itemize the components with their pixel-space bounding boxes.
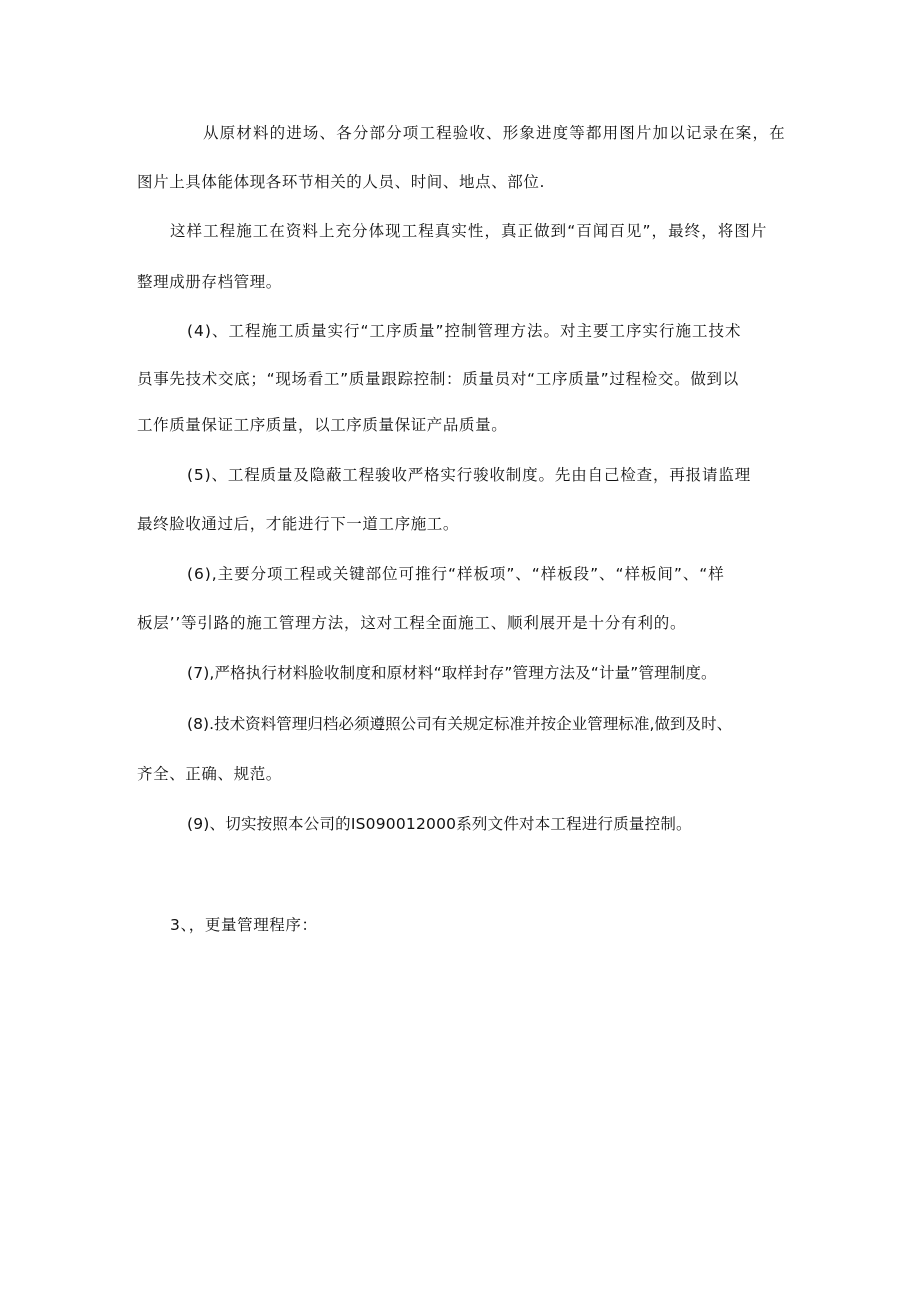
- paragraph-authenticity-line-2: 整理成册存档管理。: [137, 273, 282, 291]
- item-9-line-1: (9)、切实按照本公司的IS090012000系列文件对本工程进行质量控制。: [187, 815, 692, 833]
- item-8-line-1: (8).技术资料管理归档必须遵照公司有关规定标准并按企业管理标准,做到及时、: [187, 715, 733, 733]
- paragraph-photo-records-line-1: 从原材料的进场、各分部分项工程验收、形象进度等都用图片加以记录在案，在: [203, 124, 786, 142]
- item-5-line-1: (5)、工程质量及隐蔽工程骏收严格实行骏收制度。先由自己检查，再报请监理: [187, 466, 752, 484]
- item-8-line-2: 齐全、正确、规范。: [137, 765, 282, 783]
- item-5-line-2: 最终脸收通过后，才能进行下一道工序施工。: [137, 515, 460, 533]
- item-4-line-3: 工作质量保证工序质量，以工序质量保证产品质量。: [137, 416, 508, 434]
- item-6-line-1: (6),主要分项工程或关键部位可推行“样板项”、“样板段”、“样板间”、“样: [187, 565, 725, 583]
- item-4-line-1: (4)、工程施工质量实行“工序质量”控制管理方法。对主要工序实行施工技术: [187, 322, 742, 340]
- paragraph-authenticity-line-1: 这样工程施工在资料上充分体现工程真实性，真正做到“百闻百见”，最终，将图片: [170, 222, 768, 240]
- item-4-line-2: 员事先技术交底；“现场看工”质量跟踪控制：质量员对“工序质量”过程检交。做到以: [137, 370, 739, 388]
- section-heading: 3、，更量管理程序：: [170, 916, 318, 934]
- item-6-line-2: 板层’’等引路的施工管理方法，这对工程全面施工、顺利展开是十分有利的。: [137, 614, 687, 632]
- item-7-line-1: (7),严格执行材料脸收制度和原材料“取样封存”管理方法及“计量”管理制度。: [187, 664, 717, 682]
- paragraph-photo-records-line-2: 图片上具体能体现各环节相关的人员、时间、地点、部位.: [137, 173, 546, 191]
